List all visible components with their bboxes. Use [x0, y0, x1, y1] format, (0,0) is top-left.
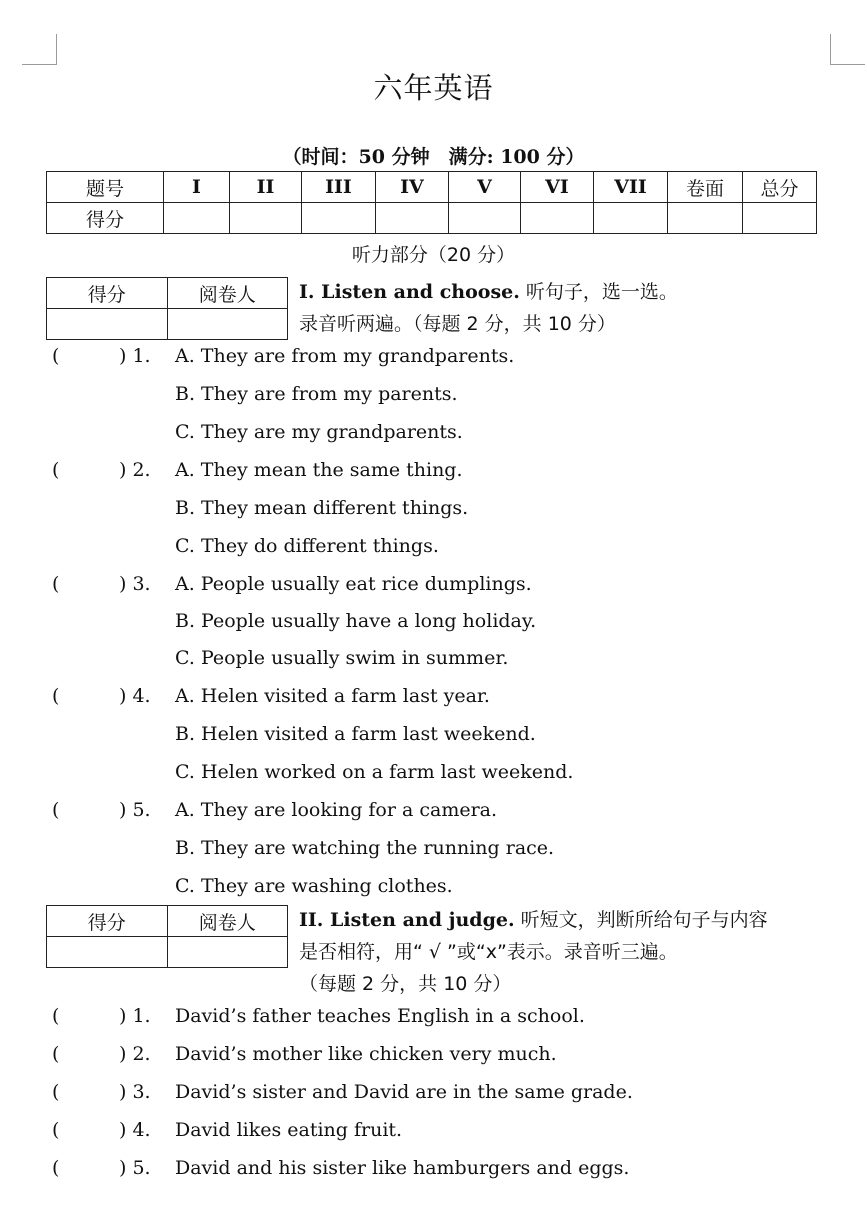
section2-heading [299, 904, 768, 1000]
score-header-cell: 题号 [47, 172, 164, 203]
option-a: A. Helen visited a farm last year. [175, 685, 490, 707]
page-corner-mark-left [22, 34, 57, 65]
listening-heading: 听力部分（20 分） [351, 244, 516, 266]
grader-name-label: 阅卷人 [167, 278, 288, 309]
score-cell[interactable] [521, 203, 594, 234]
question-number: 3. [132, 1081, 151, 1103]
score-header-cell: III [302, 172, 376, 203]
option-b: B. They mean different things. [175, 497, 469, 519]
answer-blank[interactable]: ( [52, 1005, 60, 1027]
section1-title: I. Listen and choose. [299, 281, 520, 303]
option-c: C. Helen worked on a farm last weekend. [175, 761, 574, 783]
grader-name-cell[interactable] [167, 937, 288, 968]
score-cell[interactable] [668, 203, 743, 234]
question-number: 2. [132, 1043, 151, 1065]
score-table-header-row [47, 172, 817, 203]
answer-blank[interactable]: ( [52, 799, 60, 821]
grader-score-cell[interactable] [47, 309, 168, 340]
section1-instruction: 听句子，选一选。 [519, 281, 678, 303]
section2-note: （每题 2 分，共 10 分） [299, 973, 512, 995]
score-cell[interactable] [230, 203, 302, 234]
section2-title: II. Listen and judge. [299, 909, 515, 931]
grader-name-label: 阅卷人 [167, 906, 288, 937]
score-cell[interactable] [743, 203, 817, 234]
score-header-cell: IV [376, 172, 449, 203]
question-number: 3. [132, 573, 151, 595]
statement-text: David’s father teaches English in a school. [175, 1005, 585, 1027]
score-header-cell: VI [521, 172, 594, 203]
answer-blank[interactable]: ( [52, 573, 60, 595]
answer-blank[interactable]: ( [52, 1119, 60, 1141]
grader-score-label: 得分 [47, 278, 168, 309]
question-number: 1. [132, 345, 151, 367]
question-number: 2. [132, 459, 151, 481]
score-table [46, 171, 817, 234]
statement-text: David likes eating fruit. [175, 1119, 403, 1141]
statement-text: David and his sister like hamburgers and eggs. [175, 1157, 630, 1179]
question-number: 4. [132, 685, 151, 707]
answer-blank[interactable]: ( [52, 1043, 60, 1065]
option-b: B. They are from my parents. [175, 383, 458, 405]
score-table-score-row [47, 203, 817, 234]
answer-blank[interactable]: ( [52, 685, 60, 707]
option-b: B. Helen visited a farm last weekend. [175, 723, 536, 745]
grader-name-cell[interactable] [167, 309, 288, 340]
score-header-cell: V [449, 172, 521, 203]
option-b: B. People usually have a long holiday. [175, 610, 537, 632]
score-cell[interactable] [376, 203, 449, 234]
score-header-cell: VII [594, 172, 668, 203]
statement-text: David’s mother like chicken very much. [175, 1043, 557, 1065]
score-cell[interactable] [302, 203, 376, 234]
option-a: A. People usually eat rice dumplings. [175, 573, 532, 595]
option-c: C. They are washing clothes. [175, 875, 453, 897]
score-header-cell: II [230, 172, 302, 203]
score-header-cell: 总分 [743, 172, 817, 203]
question-number: 4. [132, 1119, 151, 1141]
grader-box-section2 [46, 905, 288, 968]
score-row-label: 得分 [47, 203, 164, 234]
exam-info: （时间：50 分钟 满分: 100 分） [282, 146, 585, 168]
section1-heading [299, 276, 678, 340]
option-c: C. They do different things. [175, 535, 439, 557]
section2-instruction-cont: 是否相符，用“ √ ”或“x”表示。录音听三遍。 [299, 941, 678, 963]
score-cell[interactable] [164, 203, 230, 234]
answer-blank[interactable]: ( [52, 1081, 60, 1103]
option-a: A. They mean the same thing. [175, 459, 463, 481]
score-header-cell: 卷面 [668, 172, 743, 203]
grader-score-cell[interactable] [47, 937, 168, 968]
page-corner-mark-right [830, 34, 865, 65]
option-a: A. They are from my grandparents. [175, 345, 515, 367]
option-c: C. People usually swim in summer. [175, 647, 509, 669]
score-cell[interactable] [449, 203, 521, 234]
statement-text: David’s sister and David are in the same grade. [175, 1081, 633, 1103]
answer-blank[interactable]: ( [52, 1157, 60, 1179]
option-a: A. They are looking for a camera. [175, 799, 498, 821]
option-b: B. They are watching the running race. [175, 837, 555, 859]
grader-box-section1 [46, 277, 288, 340]
answer-blank[interactable]: ( [52, 459, 60, 481]
section1-note: 录音听两遍。（每题 2 分，共 10 分） [299, 313, 616, 335]
section2-instruction: 听短文，判断所给句子与内容 [514, 909, 768, 931]
option-c: C. They are my grandparents. [175, 421, 463, 443]
question-number: 5. [132, 799, 151, 821]
score-header-cell: I [164, 172, 230, 203]
question-number: 5. [132, 1157, 151, 1179]
grader-score-label: 得分 [47, 906, 168, 937]
question-number: 1. [132, 1005, 151, 1027]
answer-blank[interactable]: ( [52, 345, 60, 367]
page-title: 六年英语 [373, 71, 494, 105]
score-cell[interactable] [594, 203, 668, 234]
